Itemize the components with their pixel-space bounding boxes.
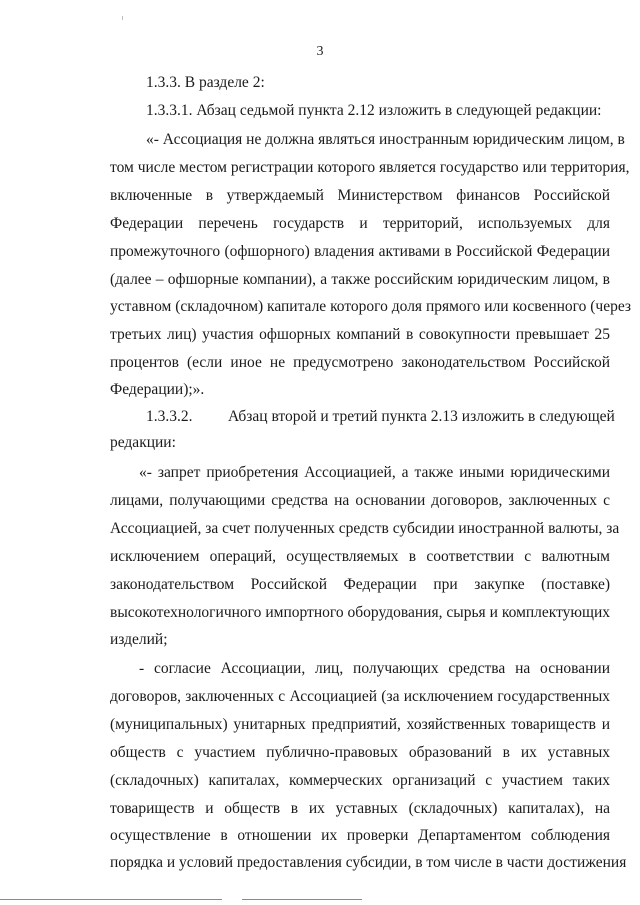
item-2-para2-line: (муниципальных) унитарных предприятий, хозяйственных товариществ и: [110, 716, 610, 733]
item-2-para1-line: лицами, получающими средства на основании договоров, заключенных с: [110, 492, 610, 509]
item-2-para1-line: Ассоциацией, за счет полученных средств субсидии иностранной валюты, за: [110, 520, 620, 537]
item-2-para2-line: осуществление в отношении их проверки Департаментом соблюдения: [110, 827, 610, 844]
item-1-line: Федерации);».: [110, 381, 205, 398]
item-1-line: включенные в утверждаемый Министерством финансов Российской: [110, 187, 610, 204]
item-2-para2-line: порядка и условий предоставления субсидии, в том числе в части достижения: [110, 854, 627, 871]
bottom-rule-left: [0, 899, 222, 900]
item-1-line: Федерации перечень государств и территорий, используемых для: [110, 215, 610, 232]
item-1-line: (далее – офшорные компании), а также российским юридическим лицом, в: [110, 271, 610, 288]
item-2-heading-cont: редакции:: [110, 434, 176, 451]
item-2-para2-line: обществ с участием публично-правовых образований в их уставных: [110, 744, 610, 761]
item-2-para2-line: договоров, заключенных с Ассоциацией (за исключением государственных: [110, 688, 610, 705]
section-heading: 1.3.3. В разделе 2:: [146, 74, 265, 91]
item-2-para1-line: «- запрет приобретения Ассоциацией, а также иными юридическими: [139, 464, 610, 481]
bottom-rule-right: [242, 899, 362, 900]
item-2-number: 1.3.3.2.: [146, 408, 193, 425]
item-2-heading: Абзац второй и третий пункта 2.13 изложить в следующей: [228, 408, 615, 425]
item-1-line: том числе местом регистрации которого является государство или территория,: [110, 159, 630, 176]
item-2-para1-line: высокотехнологичного импортного оборудования, сырья и комплектующих: [110, 604, 610, 621]
item-2-para2-line: товариществ и обществ в их уставных (складочных) капиталах), на: [110, 800, 610, 817]
item-1-line: процентов (если иное не предусмотрено законодательством Российской: [110, 354, 610, 371]
item-2-para1-line: законодательством Российской Федерации при закупке (поставке): [110, 576, 610, 593]
item-1-line: промежуточного (офшорного) владения активами в Российской Федерации: [110, 243, 610, 260]
item-2-para1-line: исключением операций, осуществляемых в соответствии с валютным: [110, 548, 610, 565]
item-1-line: уставном (складочном) капитале которого доля прямого или косвенного (через: [110, 298, 632, 315]
page-number: 3: [316, 44, 324, 59]
item-1-line: «- Ассоциация не должна являться иностранным юридическим лицом, в: [146, 131, 625, 148]
scan-mark: [122, 16, 123, 20]
item-1-heading: 1.3.3.1. Абзац седьмой пункта 2.12 изложить в следующей редакции:: [146, 102, 602, 119]
item-1-line: третьих лиц) участия офшорных компаний в совокупности превышает 25: [110, 326, 610, 343]
item-2-para1-line: изделий;: [110, 631, 168, 648]
item-2-para2-line: (складочных) капиталах, коммерческих организаций с участием таких: [110, 772, 610, 789]
item-2-para2-line: - согласие Ассоциации, лиц, получающих средства на основании: [139, 660, 610, 677]
